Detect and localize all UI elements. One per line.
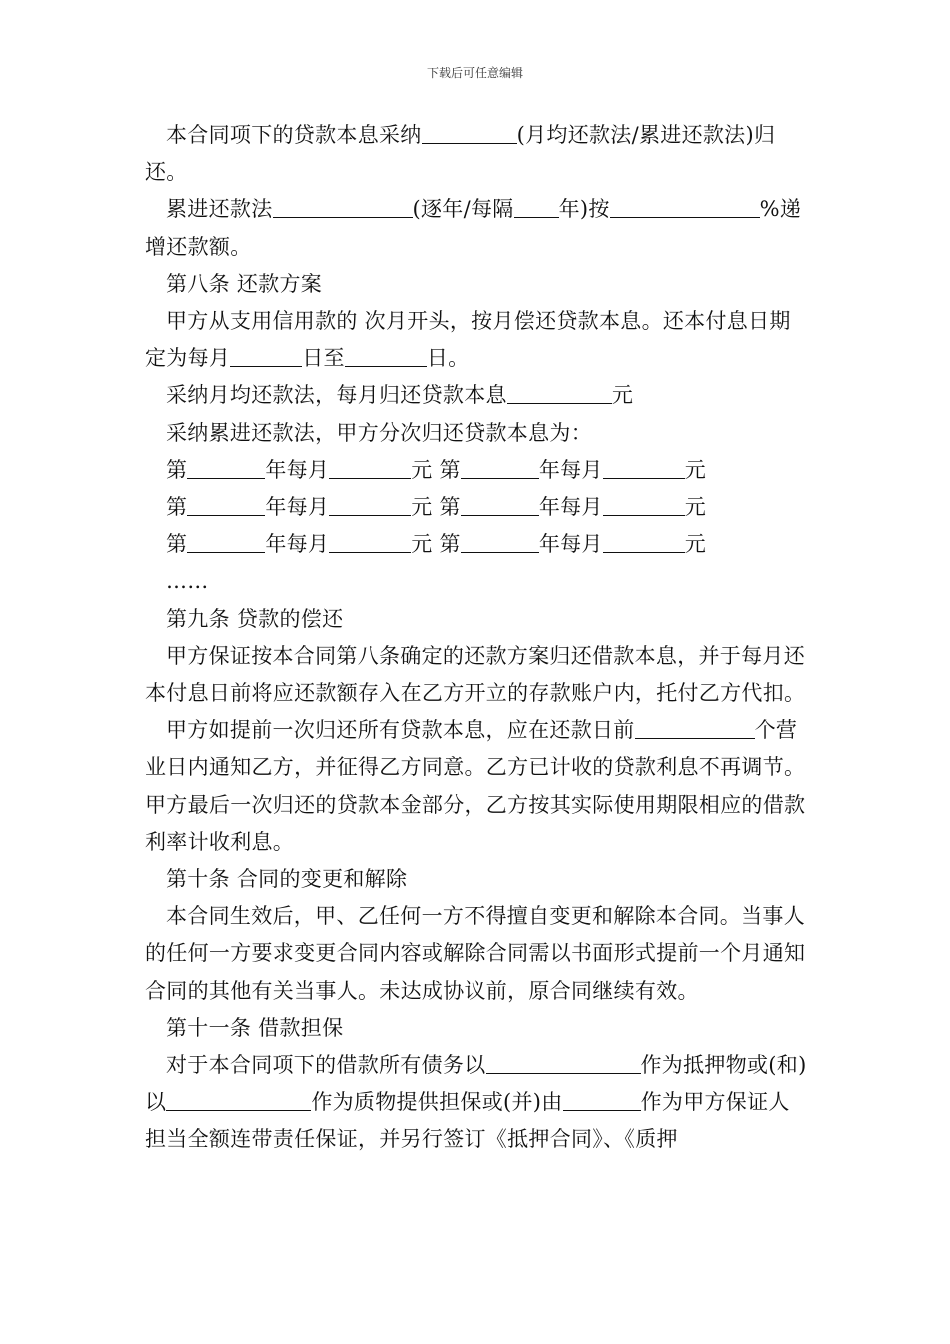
text: 作为抵押物或(和)以 (145, 1053, 807, 1115)
text: 第 (439, 532, 461, 557)
text: 年每月 (538, 457, 603, 482)
text: 本合同项下的贷款本息采纳 (166, 123, 422, 147)
blank-field[interactable] (166, 1090, 311, 1111)
text: 第 (439, 457, 461, 482)
article-9-title: 第九条 贷款的偿还 (166, 606, 344, 631)
blank-field[interactable] (610, 197, 760, 218)
article-8-title: 第八条 还款方案 (166, 271, 323, 296)
text: 甲方从支用信用款的 次月开头，按月偿还贷款本息。还本付息日期定为每月 (145, 309, 791, 371)
paragraph-repayment-date (145, 303, 810, 377)
blank-field[interactable] (635, 718, 755, 739)
text: 元 (411, 495, 433, 520)
paragraph-early-repayment (145, 712, 810, 861)
blank-field[interactable] (345, 346, 427, 367)
ellipsis: …… (166, 569, 209, 594)
text: 元 (611, 383, 634, 408)
schedule-row (145, 526, 810, 563)
text: 日。 (426, 346, 470, 371)
text: 元 (684, 532, 707, 557)
text: 年)按 (558, 197, 610, 222)
text: 第 (166, 457, 188, 482)
blank-field[interactable] (329, 532, 411, 553)
text: 年每月 (265, 532, 330, 557)
blank-field[interactable] (603, 458, 685, 479)
blank-field[interactable] (603, 495, 685, 516)
text: 个营业日内通知乙方，并征得乙方同意。乙方已计收的贷款利息不再调节。甲方最后一次归还的贷款本金部分，乙方按其实际使用期限相应的借款利率计收利息。 (145, 718, 806, 854)
blank-field[interactable] (461, 458, 539, 479)
text: 元 (684, 457, 707, 482)
text: 日至 (302, 346, 345, 371)
text: (月均还款法/累进还款法)归还。 (145, 123, 776, 185)
blank-field[interactable] (329, 458, 411, 479)
schedule-row (145, 489, 810, 526)
text: (逐年/每隔 (412, 197, 514, 222)
blank-field[interactable] (187, 458, 265, 479)
blank-field[interactable] (187, 495, 265, 516)
text: 第 (439, 495, 461, 520)
blank-field[interactable] (486, 1053, 641, 1074)
blank-field[interactable] (273, 197, 413, 218)
blank-field[interactable] (461, 532, 539, 553)
paragraph-loan-guarantee (145, 1047, 810, 1159)
paragraph-monthly-amount (145, 377, 810, 414)
paragraph-repayment-method (145, 117, 810, 191)
text: 年每月 (265, 495, 330, 520)
blank-field[interactable] (329, 495, 411, 516)
blank-field[interactable] (187, 532, 265, 553)
text: 年每月 (538, 532, 603, 557)
blank-field[interactable] (230, 346, 302, 367)
text: 元 (411, 457, 433, 482)
text: 累进还款法 (166, 197, 273, 222)
blank-field[interactable] (461, 495, 539, 516)
paragraph-repayment-guarantee: 甲方保证按本合同第八条确定的还款方案归还借款本息，并于每月还本付息日前将应还款额存入在乙方开立的存款账户内，托付乙方代扣。 (145, 643, 806, 706)
text: 对于本合同项下的借款所有债务以 (166, 1053, 486, 1078)
text: 采纳月均还款法，每月归还贷款本息 (166, 383, 507, 408)
blank-field[interactable] (603, 532, 685, 553)
text: 元 (684, 495, 707, 520)
text: 第 (166, 532, 188, 557)
contract-body (145, 117, 810, 1159)
article-11-title: 第十一条 借款担保 (166, 1015, 344, 1040)
text: 年每月 (265, 457, 330, 482)
blank-field[interactable] (422, 123, 517, 144)
schedule-row (145, 452, 810, 489)
text: 作为质物提供担保或(并)由 (311, 1090, 563, 1115)
text: 第 (166, 495, 188, 520)
paragraph-progressive-schedule: 采纳累进还款法，甲方分次归还贷款本息为： (166, 420, 592, 445)
paragraph-progressive (145, 191, 810, 265)
text: %递增还款额。 (145, 197, 802, 259)
blank-field[interactable] (514, 197, 559, 218)
text: 甲方如提前一次归还所有贷款本息，应在还款日前 (166, 718, 635, 743)
text: 作为甲方保证人担当全额连带责任保证，并另行签订《抵押合同》、《质押 (145, 1090, 790, 1152)
paragraph-contract-change: 本合同生效后，甲、乙任何一方不得擅自变更和解除本合同。当事人的任何一方要求变更合同内容或解除合同需以书面形式提前一个月通知合同的其他有关当事人。未达成协议前，原合同继续有效。 (145, 904, 806, 1003)
blank-field[interactable] (507, 383, 612, 404)
blank-field[interactable] (563, 1090, 641, 1111)
page-header: 下载后可任意编辑 (426, 66, 523, 80)
article-10-title: 第十条 合同的变更和解除 (166, 867, 408, 892)
text: 年每月 (538, 495, 603, 520)
text: 元 (411, 532, 433, 557)
